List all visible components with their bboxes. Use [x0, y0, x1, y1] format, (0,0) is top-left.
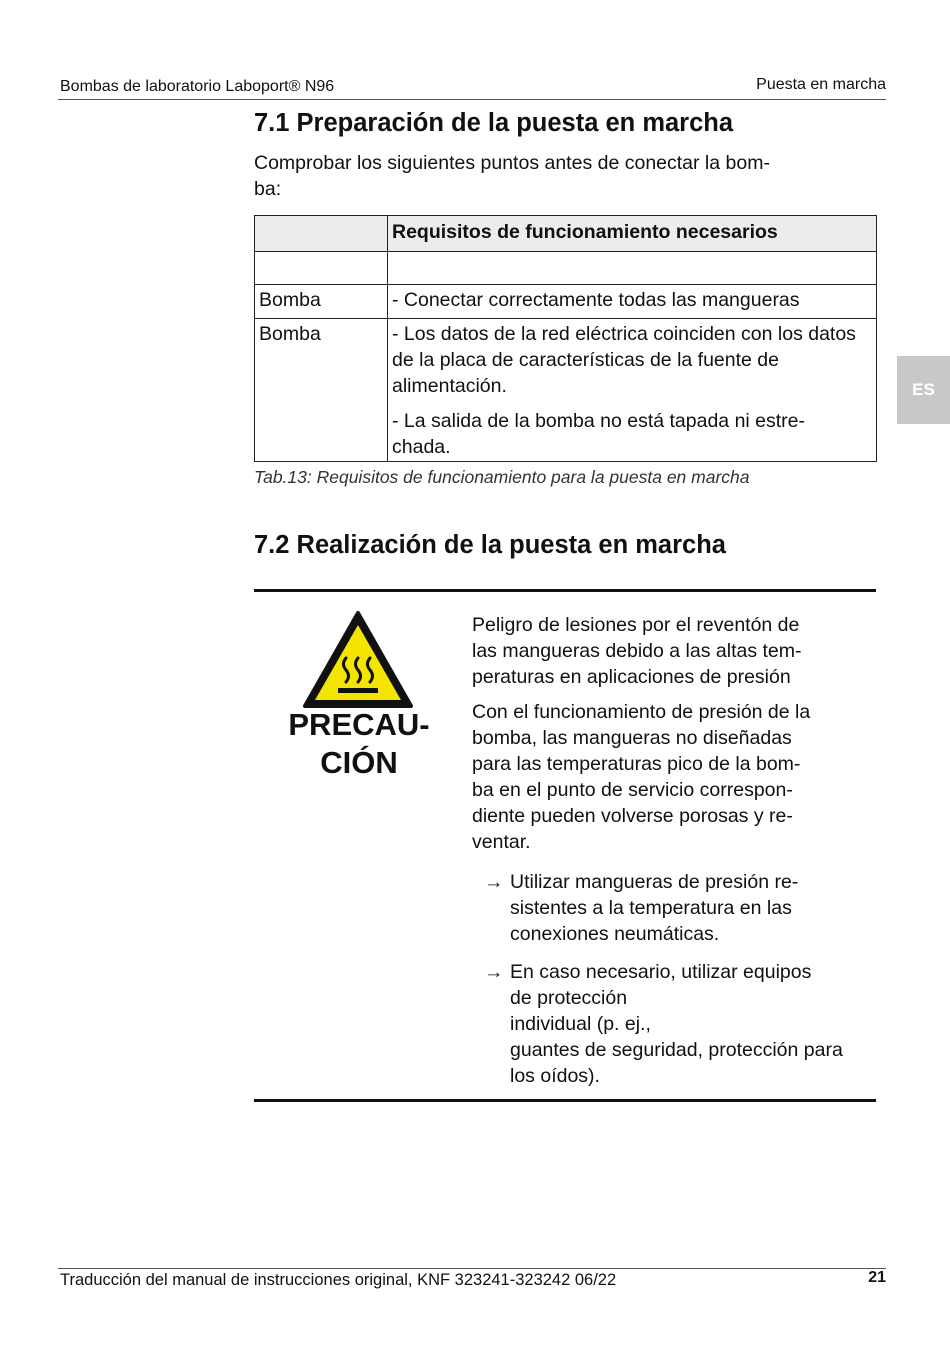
- table-cell-component: Bomba: [255, 285, 388, 319]
- signal-word-line-2: CIÓN: [320, 745, 398, 780]
- intro-line-1: Comprobar los siguientes puntos antes de conectar la bom-: [254, 152, 770, 174]
- table-cell-empty: [255, 252, 388, 285]
- warning-body: Con el funcionamiento de presión de la bomba, las mangueras no diseñadas para las temperaturas pico de la bom- ba en el punto de servicio correspon- diente pueden volverse porosas y re- ventar.: [472, 701, 811, 853]
- warning-title: Peligro de lesiones por el reventón de las mangueras debido a las altas tem- peraturas en aplicaciones de presión: [472, 614, 802, 688]
- table-caption: Tab.13: Requisitos de funcionamiento para la puesta en marcha: [254, 467, 750, 487]
- table-header-cell-requirements: Requisitos de funcionamiento necesarios: [388, 216, 877, 252]
- table-cell-component: Bomba: [255, 319, 388, 462]
- table-header-cell-empty: [255, 216, 388, 252]
- warning-top-rule: [254, 589, 876, 592]
- table-cell-requirement: - Conectar correctamente todas las mangueras: [388, 285, 877, 319]
- step-text: Utilizar mangueras de presión re- sistentes a la temperatura en las conexiones neumáticas.: [510, 871, 799, 945]
- table-header-row: [255, 216, 877, 252]
- requirements-table: [254, 215, 877, 462]
- table-cell-requirement: [388, 319, 877, 462]
- signal-word-line-1: PRECAU-: [288, 707, 430, 742]
- intro-line-2: ba:: [254, 178, 282, 200]
- table-cell-empty: [388, 252, 877, 285]
- page-number: 21: [868, 1269, 886, 1286]
- footer-text: Traducción del manual de instrucciones original, KNF 323241-323242 06/22: [60, 1271, 617, 1289]
- table-row: [255, 285, 877, 319]
- section-7-1-intro: [254, 150, 874, 202]
- language-tab: ES: [897, 356, 950, 424]
- table-row-empty: [255, 252, 877, 285]
- running-header-left: Bombas de laboratorio Laboport® N96: [60, 78, 335, 95]
- requirement-item: - Los datos de la red eléctrica coinciden con los datos de la placa de características de la fuente de alimentación.: [392, 323, 856, 397]
- running-header-right: Puesta en marcha: [756, 76, 886, 93]
- footer-divider: [58, 1268, 886, 1269]
- requirement-item: - La salida de la bomba no está tapada ni estre- chada.: [392, 410, 806, 458]
- step-text: En caso necesario, utilizar equipos de protección individual (p. ej., guantes de seguridad, protección para los oídos).: [510, 961, 843, 1087]
- hot-surface-warning-icon: [302, 610, 414, 710]
- arrow-right-icon: →: [484, 871, 504, 893]
- warning-step: [484, 869, 864, 947]
- signal-word: [270, 706, 448, 782]
- warning-bottom-rule: [254, 1099, 876, 1102]
- arrow-right-icon: →: [484, 961, 504, 983]
- header-divider: [58, 99, 886, 100]
- section-7-2-title: 7.2 Realización de la puesta en marcha: [254, 531, 726, 559]
- section-7-1-title: 7.1 Preparación de la puesta en marcha: [254, 109, 734, 137]
- table-row: [255, 319, 877, 462]
- warning-step: [484, 959, 864, 1089]
